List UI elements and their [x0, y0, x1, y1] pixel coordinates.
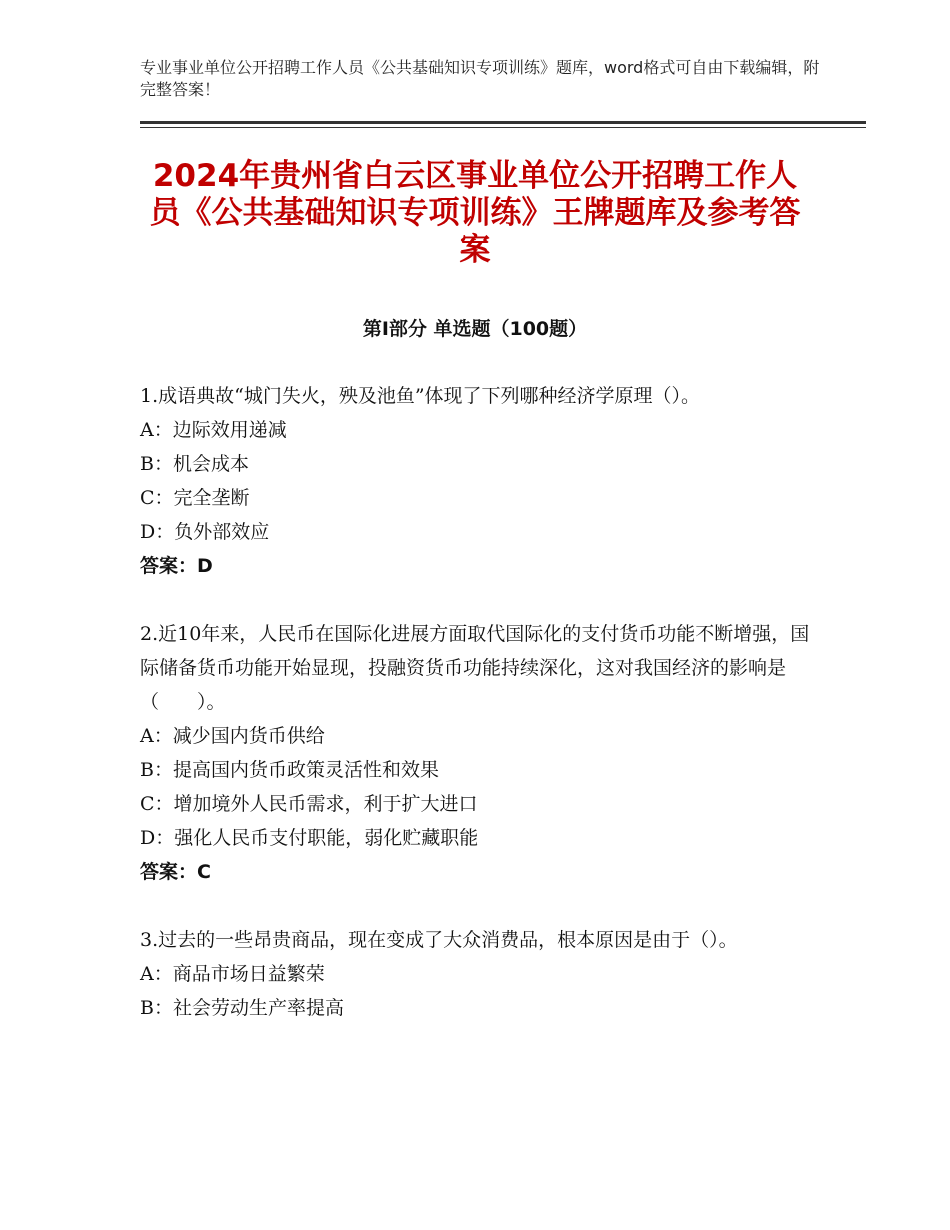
header-divider-thin — [140, 127, 866, 128]
question-stem: 1.成语典故“城门失火，殃及池鱼”体现了下列哪种经济学原理（）。 — [140, 385, 701, 407]
option-a: A：边际效用递减 — [140, 419, 287, 441]
option-a: A：商品市场日益繁荣 — [140, 963, 325, 985]
question-stem: 2.近10年来，人民币在国际化进展方面取代国际化的支付货币功能不断增强，国际储备货币功能开始显现，投融资货币功能持续深化，这对我国经济的影响是（ ）。 — [140, 623, 810, 713]
option-b: B：机会成本 — [140, 453, 249, 475]
option-c: C：完全垄断 — [140, 487, 250, 509]
option-b: B：提高国内货币政策灵活性和效果 — [140, 759, 439, 781]
document-title: 2024年贵州省白云区事业单位公开招聘工作人员《公共基础知识专项训练》王牌题库及参考答案 — [149, 158, 801, 268]
header-note: 专业事业单位公开招聘工作人员《公共基础知识专项训练》题库，word格式可自由下载编辑，附完整答案！ — [140, 58, 820, 99]
question-1 — [140, 379, 810, 583]
option-d: D：强化人民币支付职能，弱化贮藏职能 — [140, 827, 479, 849]
option-b: B：社会劳动生产率提高 — [140, 997, 344, 1019]
option-a: A：减少国内货币供给 — [140, 725, 325, 747]
option-d: D：负外部效应 — [140, 521, 270, 543]
header-divider-thick — [140, 121, 866, 124]
option-c: C：增加境外人民币需求，利于扩大进口 — [140, 793, 478, 815]
question-stem: 3.过去的一些昂贵商品，现在变成了大众消费品，根本原因是由于（）。 — [140, 929, 738, 951]
question-3 — [140, 923, 810, 1025]
answer: 答案：C — [140, 861, 211, 883]
question-list — [140, 379, 810, 1059]
answer: 答案：D — [140, 555, 213, 577]
section-title: 第Ⅰ部分 单选题（100题） — [362, 318, 588, 340]
question-2 — [140, 617, 810, 889]
